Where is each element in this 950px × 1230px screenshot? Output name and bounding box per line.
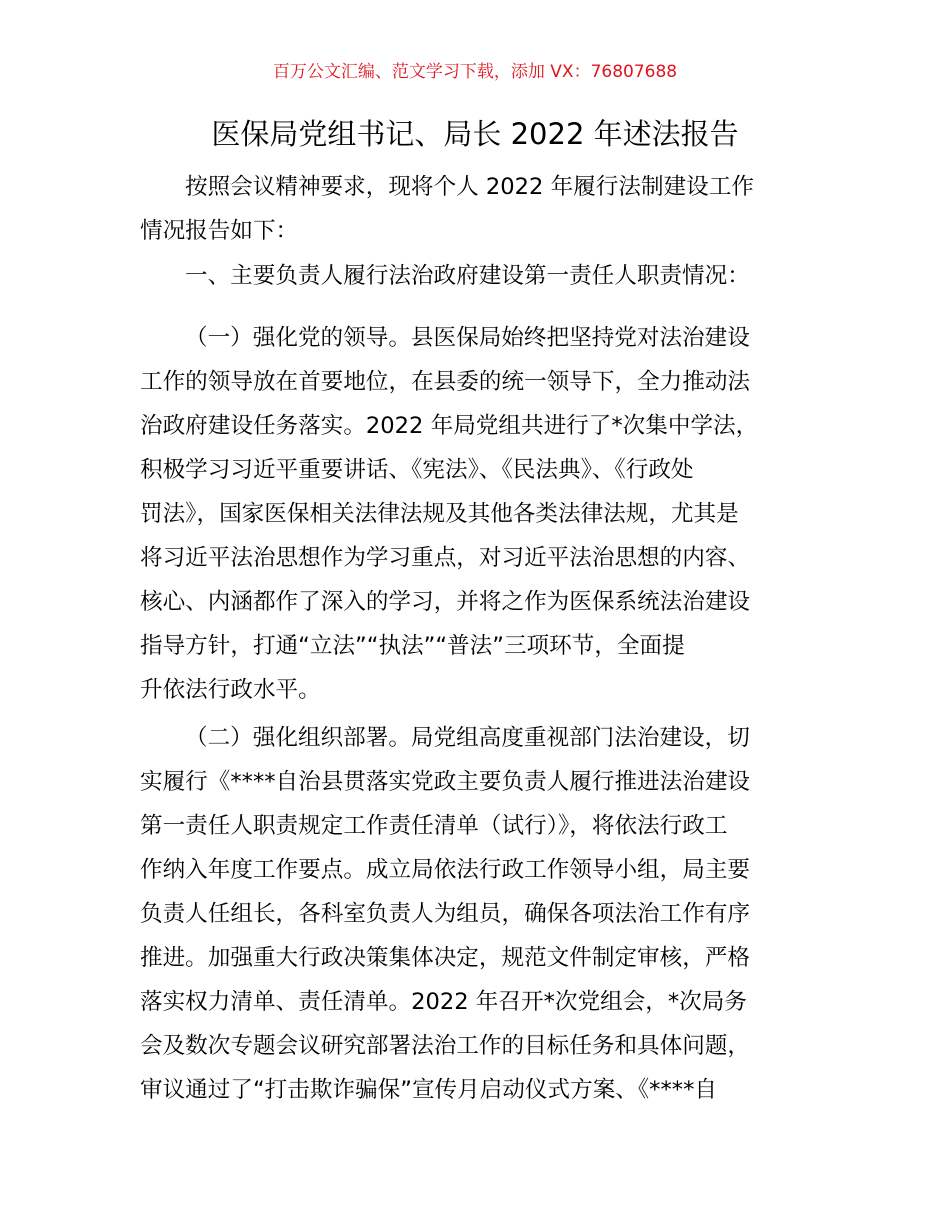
text-line: 实履行《****自治县贯落实党政主要负责人履行推进法治建设 (140, 769, 751, 795)
text-line: 一、主要负责人履行法治政府建设第一责任人职责情况： (185, 263, 750, 289)
text-line: 核心、内涵都作了深入的学习，并将之作为医保系统法治建设 (140, 589, 751, 615)
paragraph-intro (140, 165, 820, 253)
text-line: 治政府建设任务落实。2022 年局党组共进行了*次集中学法， (140, 413, 759, 439)
text-line: 负责人任组长，各科室负责人为组员，确保各项法治工作有序 (140, 901, 751, 927)
text-line: 推进。加强重大行政决策集体决定，规范文件制定审核，严格 (140, 945, 751, 971)
paragraph-section-1-2 (140, 716, 820, 1112)
text-line: （一）强化党的领导。县医保局始终把坚持党对法治建设 (185, 325, 750, 351)
text-line: 会及数次专题会议研究部署法治工作的目标任务和具体问题， (140, 1033, 751, 1059)
document-title: 医保局党组书记、局长 2022 年述法报告 (211, 117, 739, 151)
text-line: 按照会议精神要求，现将个人 2022 年履行法制建设工作 (185, 174, 754, 200)
text-line: 作纳入年度工作要点。成立局依法行政工作领导小组，局主要 (140, 857, 751, 883)
text-line: 积极学习习近平重要讲话、《宪法》、《民法典》、《行政处 (140, 457, 694, 483)
text-line: 情况报告如下： (140, 218, 299, 244)
text-line: 罚法》，国家医保相关法律法规及其他各类法律法规，尤其是 (140, 501, 739, 527)
watermark-header: 百万公文汇编、范文学习下载，添加 VX：76807688 (272, 62, 678, 82)
text-line: 指导方针，打通“立法”“执法”“普法”三项环节，全面提 (140, 633, 685, 659)
text-line: 第一责任人职责规定工作责任清单（试行）》，将依法行政工 (140, 813, 728, 839)
paragraph-section-1-1 (140, 316, 820, 712)
text-line: （二）强化组织部署。局党组高度重视部门法治建设，切 (185, 725, 750, 751)
text-line: 升依法行政水平。 (140, 677, 321, 703)
text-line: 将习近平法治思想作为学习重点，对习近平法治思想的内容、 (140, 545, 751, 571)
text-line: 落实权力清单、责任清单。2022 年召开*次党组会，*次局务 (140, 989, 747, 1015)
section-heading-1 (140, 254, 820, 298)
text-line: 审议通过了“打击欺诈骗保”宣传月启动仪式方案、《****自 (140, 1077, 717, 1103)
text-line: 工作的领导放在首要地位，在县委的统一领导下，全力推动法 (140, 369, 751, 395)
